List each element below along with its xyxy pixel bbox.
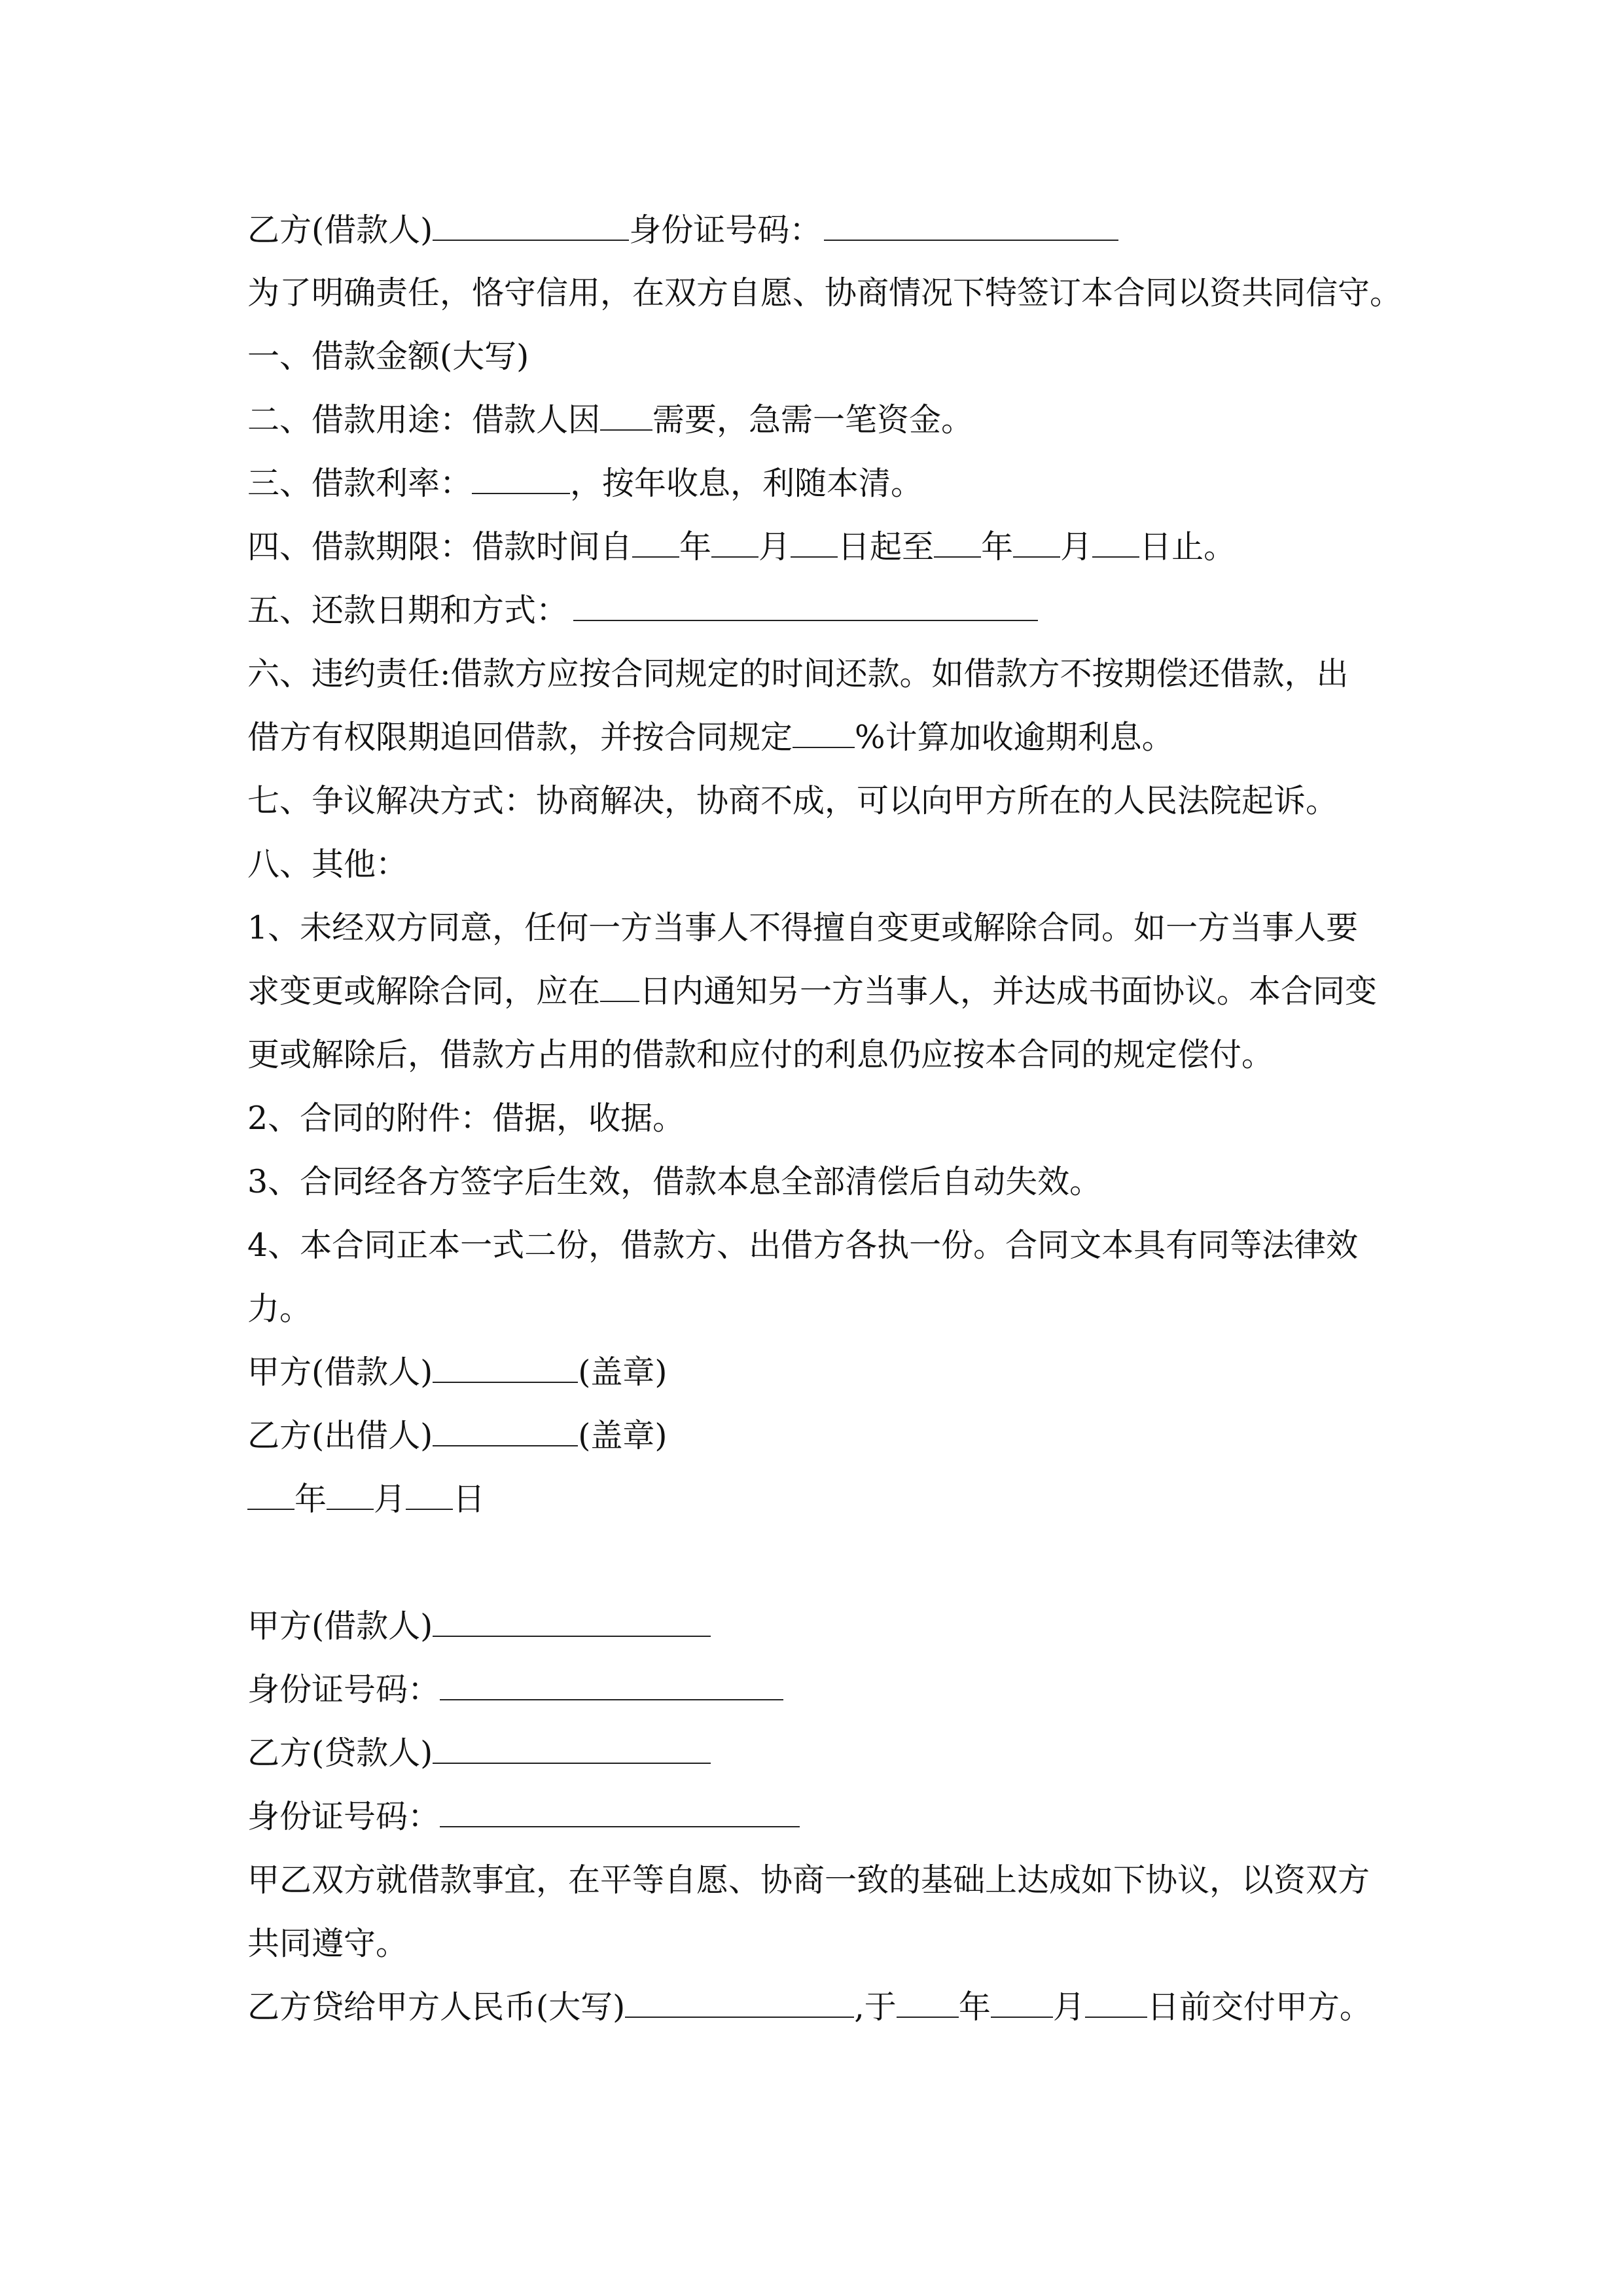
end-year-blank <box>934 528 981 558</box>
clause-7: 七、争议解决方式：协商解决，协商不成，可以向甲方所在的人民法院起诉。 <box>247 782 1338 819</box>
loan-suffix: 日前交付甲方。 <box>1147 1988 1372 2026</box>
loan-year-label: 年 <box>958 1988 991 2026</box>
id-b-line <box>247 1797 800 1837</box>
item-2: 2、合同的附件：借据，收据。 <box>247 1100 685 1137</box>
end-month-label: 月 <box>1060 528 1093 565</box>
intro-line-2: 共同遵守。 <box>247 1925 408 1962</box>
start-year-label: 年 <box>679 528 712 565</box>
clause-8: 八、其他： <box>247 846 408 883</box>
signature-party-a <box>247 1353 667 1392</box>
start-day-blank <box>791 528 838 558</box>
clause-2 <box>247 401 973 440</box>
party-b-label: 乙方(贷款人) <box>247 1734 433 1772</box>
id-number-label: 身份证号码： <box>629 211 822 249</box>
id-b-label: 身份证号码： <box>247 1798 440 1835</box>
signature-party-b <box>247 1416 667 1456</box>
sign-month-blank <box>327 1480 374 1510</box>
loan-month-blank <box>991 1988 1053 2018</box>
id-b-blank <box>440 1797 800 1827</box>
loan-prefix: 乙方贷给甲方人民币(大写) <box>247 1988 626 2026</box>
item-4-line-2: 力。 <box>247 1290 312 1327</box>
sign-day-label: 日 <box>453 1480 486 1518</box>
loan-month-label: 月 <box>1052 1988 1085 2026</box>
item-4-line-1: 4、本合同正本一式二份，借款方、出借方各执一份。合同文本具有同等法律效 <box>247 1227 1359 1264</box>
start-month-blank <box>711 528 758 558</box>
item-1-suffix: 日内通知另一方当事人，并达成书面协议。本合同变 <box>639 973 1378 1010</box>
clause-5 <box>247 591 1038 630</box>
preamble: 为了明确责任，恪守信用，在双方自愿、协商情况下特签订本合同以资共同信守。 <box>247 274 1402 312</box>
loan-amount-blank <box>625 1988 854 2018</box>
sign-b-blank <box>433 1416 578 1446</box>
sign-a-label: 甲方(借款人) <box>247 1354 433 1391</box>
start-month-label: 月 <box>758 528 791 565</box>
item-1-prefix: 求变更或解除合同，应在 <box>247 973 601 1010</box>
party-b-borrower-label: 乙方(借款人) <box>247 211 433 249</box>
loan-mid: ,于 <box>854 1988 897 2026</box>
sign-month-label: 月 <box>374 1480 406 1518</box>
end-day-blank <box>1092 528 1139 558</box>
signing-date <box>247 1480 485 1519</box>
sign-day-blank <box>406 1480 453 1510</box>
clause-2-prefix: 二、借款用途：借款人因 <box>247 401 601 439</box>
seal-label: (盖章) <box>578 1417 668 1454</box>
clause-2-suffix: 需要，急需一笔资金。 <box>652 401 974 439</box>
day-from-label: 日起至 <box>838 528 935 565</box>
loan-year-blank <box>897 1988 959 2018</box>
clause-6-prefix: 借方有权限期追回借款，并按合同规定 <box>247 719 793 756</box>
clause-4 <box>247 528 1236 567</box>
clause-6-line-1: 六、违约责任:借款方应按合同规定的时间还款。如借款方不按期偿还借款，出 <box>247 655 1349 692</box>
id-a-blank <box>440 1670 783 1700</box>
id-a-label: 身份证号码： <box>247 1671 440 1708</box>
sign-year-label: 年 <box>294 1480 327 1518</box>
clause-6-suffix: %计算加收逾期利息。 <box>855 719 1174 756</box>
clause-4-prefix: 四、借款期限：借款时间自 <box>247 528 633 565</box>
party-b-borrower-line <box>247 211 1118 250</box>
intro-line-1: 甲乙双方就借款事宜，在平等自愿、协商一致的基础上达成如下协议，以资双方 <box>247 1861 1370 1899</box>
item-1-line-3: 更或解除后，借款方占用的借款和应付的利息仍应按本合同的规定偿付。 <box>247 1036 1274 1073</box>
end-month-blank <box>1013 528 1060 558</box>
sign-a-blank <box>433 1353 578 1383</box>
sign-year-blank <box>247 1480 294 1510</box>
notice-days-blank <box>600 972 639 1002</box>
clause-6-line-2 <box>247 718 1174 757</box>
party-b-line <box>247 1734 711 1773</box>
penalty-rate-blank <box>793 718 855 748</box>
item-1-line-1: 1、未经双方同意，任何一方当事人不得擅自变更或解除合同。如一方当事人要 <box>247 909 1359 946</box>
loan-line <box>247 1988 1372 2027</box>
party-a-label: 甲方(借款人) <box>247 1607 433 1645</box>
item-1-line-2 <box>247 972 1377 1011</box>
clause-1: 一、借款金额(大写) <box>247 338 529 375</box>
purpose-blank <box>600 401 652 431</box>
clause-3-suffix: ，按年收息，利随本清。 <box>570 465 923 502</box>
seal-label: (盖章) <box>578 1354 668 1391</box>
party-b-name-blank <box>433 211 629 241</box>
party-a-line <box>247 1607 711 1646</box>
id-number-blank <box>824 211 1118 241</box>
party-b-blank <box>433 1734 711 1764</box>
clause-5-prefix: 五、还款日期和方式： <box>247 592 569 629</box>
start-year-blank <box>632 528 679 558</box>
sign-b-label: 乙方(出借人) <box>247 1417 433 1454</box>
rate-blank <box>472 464 570 494</box>
repayment-blank <box>573 591 1038 621</box>
end-year-label: 年 <box>981 528 1014 565</box>
item-3: 3、合同经各方签字后生效，借款本息全部清偿后自动失效。 <box>247 1163 1102 1200</box>
party-a-blank <box>433 1607 711 1637</box>
clause-3-prefix: 三、借款利率： <box>247 465 473 502</box>
loan-day-blank <box>1085 1988 1147 2018</box>
id-a-line <box>247 1670 783 1710</box>
clause-3 <box>247 464 923 503</box>
day-end-label: 日止。 <box>1139 528 1236 565</box>
